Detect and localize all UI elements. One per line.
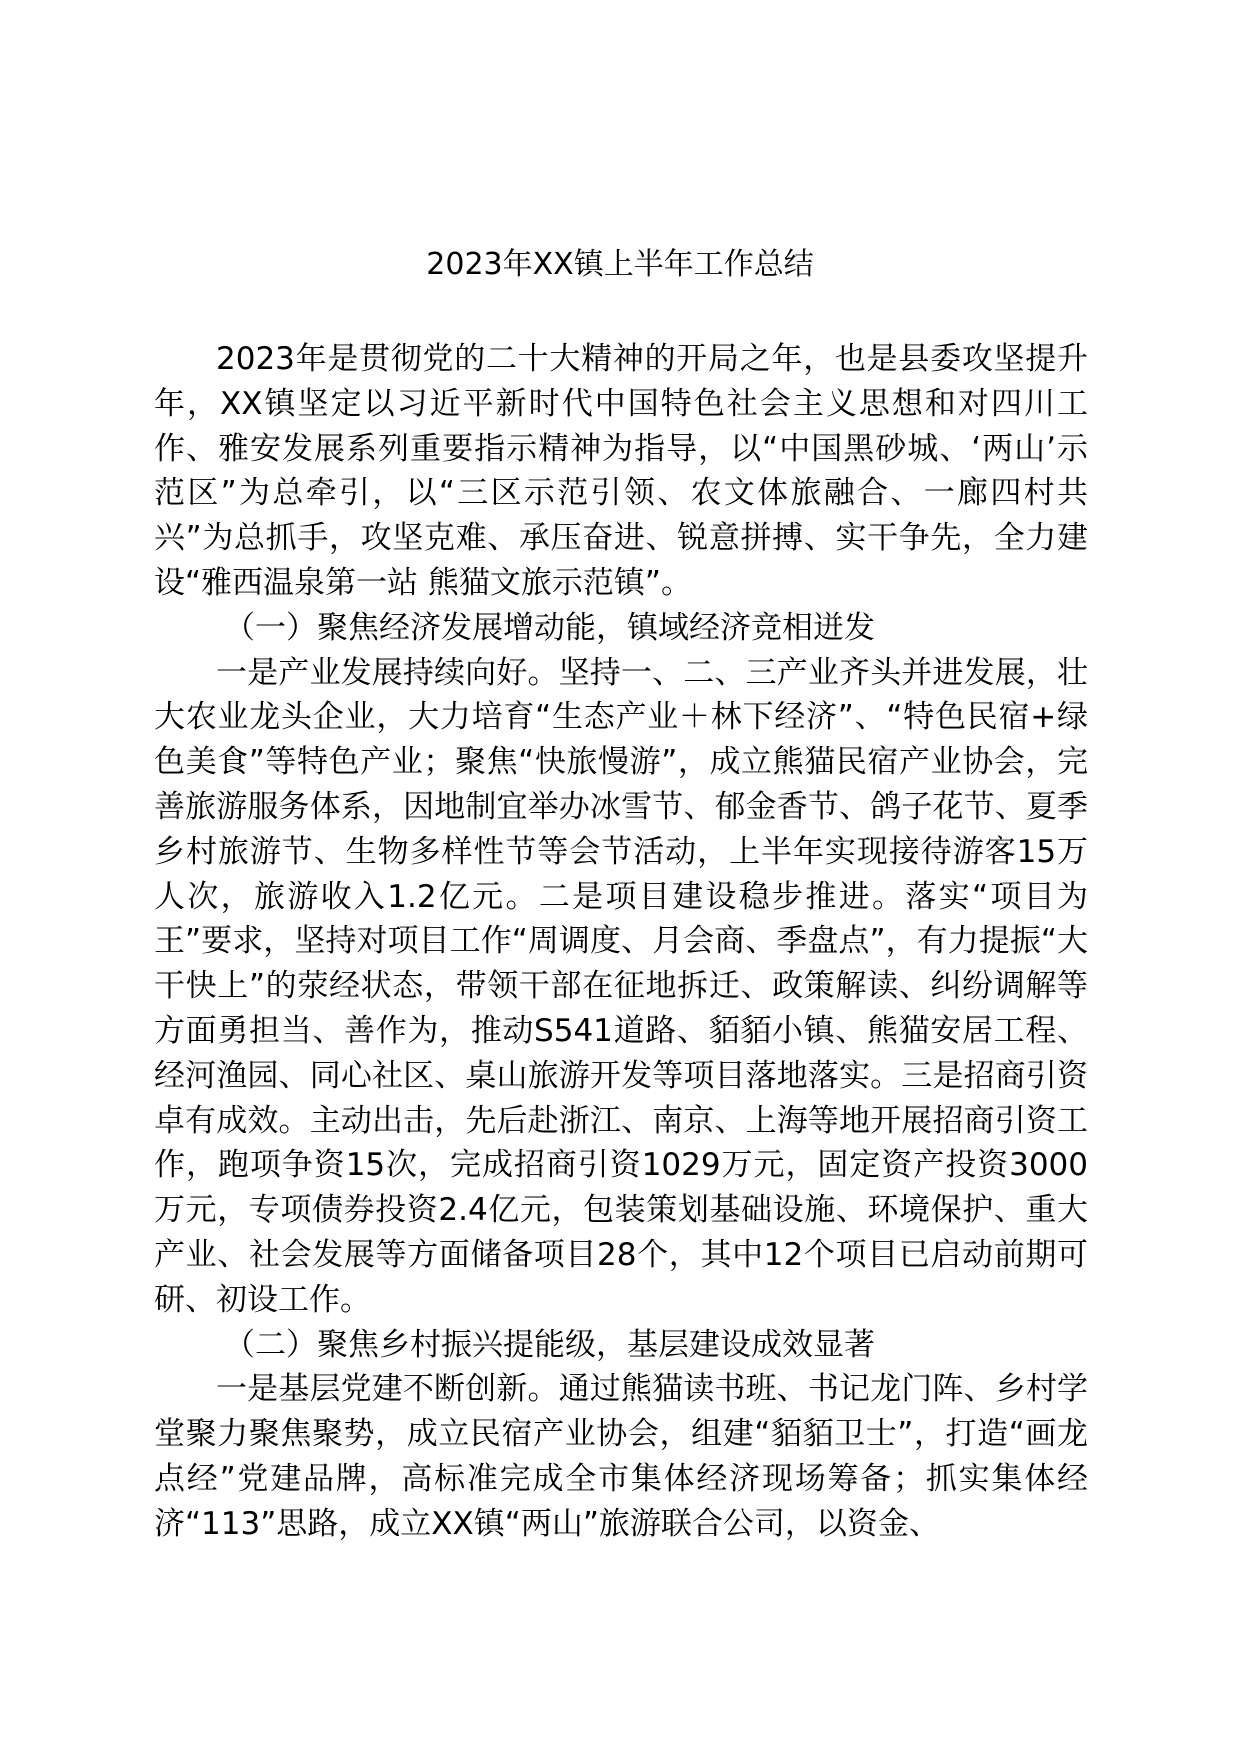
section-body-1: 一是产业发展持续向好。坚持一、二、三产业齐头并进发展，壮大农业龙头企业，大力培育“生态产业＋林下经济”、“特色民宿+绿色美食”等特色产业；聚焦“快旅慢游”，成立熊猫民宿产业协会，完善旅游服务体系，因地制宜举办冰雪节、郁金香节、鸽子花节、夏季乡村旅游节、生物多样性节等会节活动，上半年实现接待游客15万人次，旅游收入1.2亿元。二是项目建设稳步推进。落实“项目为王”要求，坚持对项目工作“周调度、月会商、季盘点”，有力提振“大干快上”的荥经状态，带领干部在征地拆迁、政策解读、纠纷调解等方面勇担当、善作为，推动S541道路、貊貊小镇、熊猫安居工程、经河渔园、同心社区、桌山旅游开发等项目落地落实。三是招商引资卓有成效。主动出击，先后赴浙江、南京、上海等地开展招商引资工作，跑项争资15次，完成招商引资1029万元，固定资产投资3000万元，专项债券投资2.4亿元，包装策划基础设施、环境保护、重大产业、社会发展等方面储备项目28个，其中12个项目已启动前期可研、初设工作。 — [154, 654, 1088, 1318]
section-body-2: 一是基层党建不断创新。通过熊猫读书班、书记龙门阵、乡村学堂聚力聚焦聚势，成立民宿产业协会，组建“貊貊卫士”，打造“画龙点经”党建品牌，高标准完成全市集体经济现场筹备；抓实集体经济“113”思路，成立XX镇“两山”旅游联合公司，以资金、 — [154, 1371, 1088, 1542]
document-title: 2023年XX镇上半年工作总结 — [426, 247, 814, 282]
section-heading-1: （一）聚焦经济发展增动能，镇域经济竞相迸发 — [224, 609, 875, 646]
document-body — [154, 337, 1088, 1547]
intro-paragraph: 2023年是贯彻党的二十大精神的开局之年，也是县委攻坚提升年，XX镇坚定以习近平新时代中国特色社会主义思想和对四川工作、雅安发展系列重要指示精神为指导，以“中国黑砂城、‘两山’示范区”为总牵引，以“三区示范引领、农文体旅融合、一廊四村共兴”为总抓手，攻坚克难、承压奋进、锐意拼搏、实干争先，全力建设“雅西温泉第一站 熊猫文旅示范镇”。 — [154, 341, 1088, 601]
section-heading-2: （二）聚焦乡村振兴提能级，基层建设成效显著 — [224, 1326, 875, 1363]
